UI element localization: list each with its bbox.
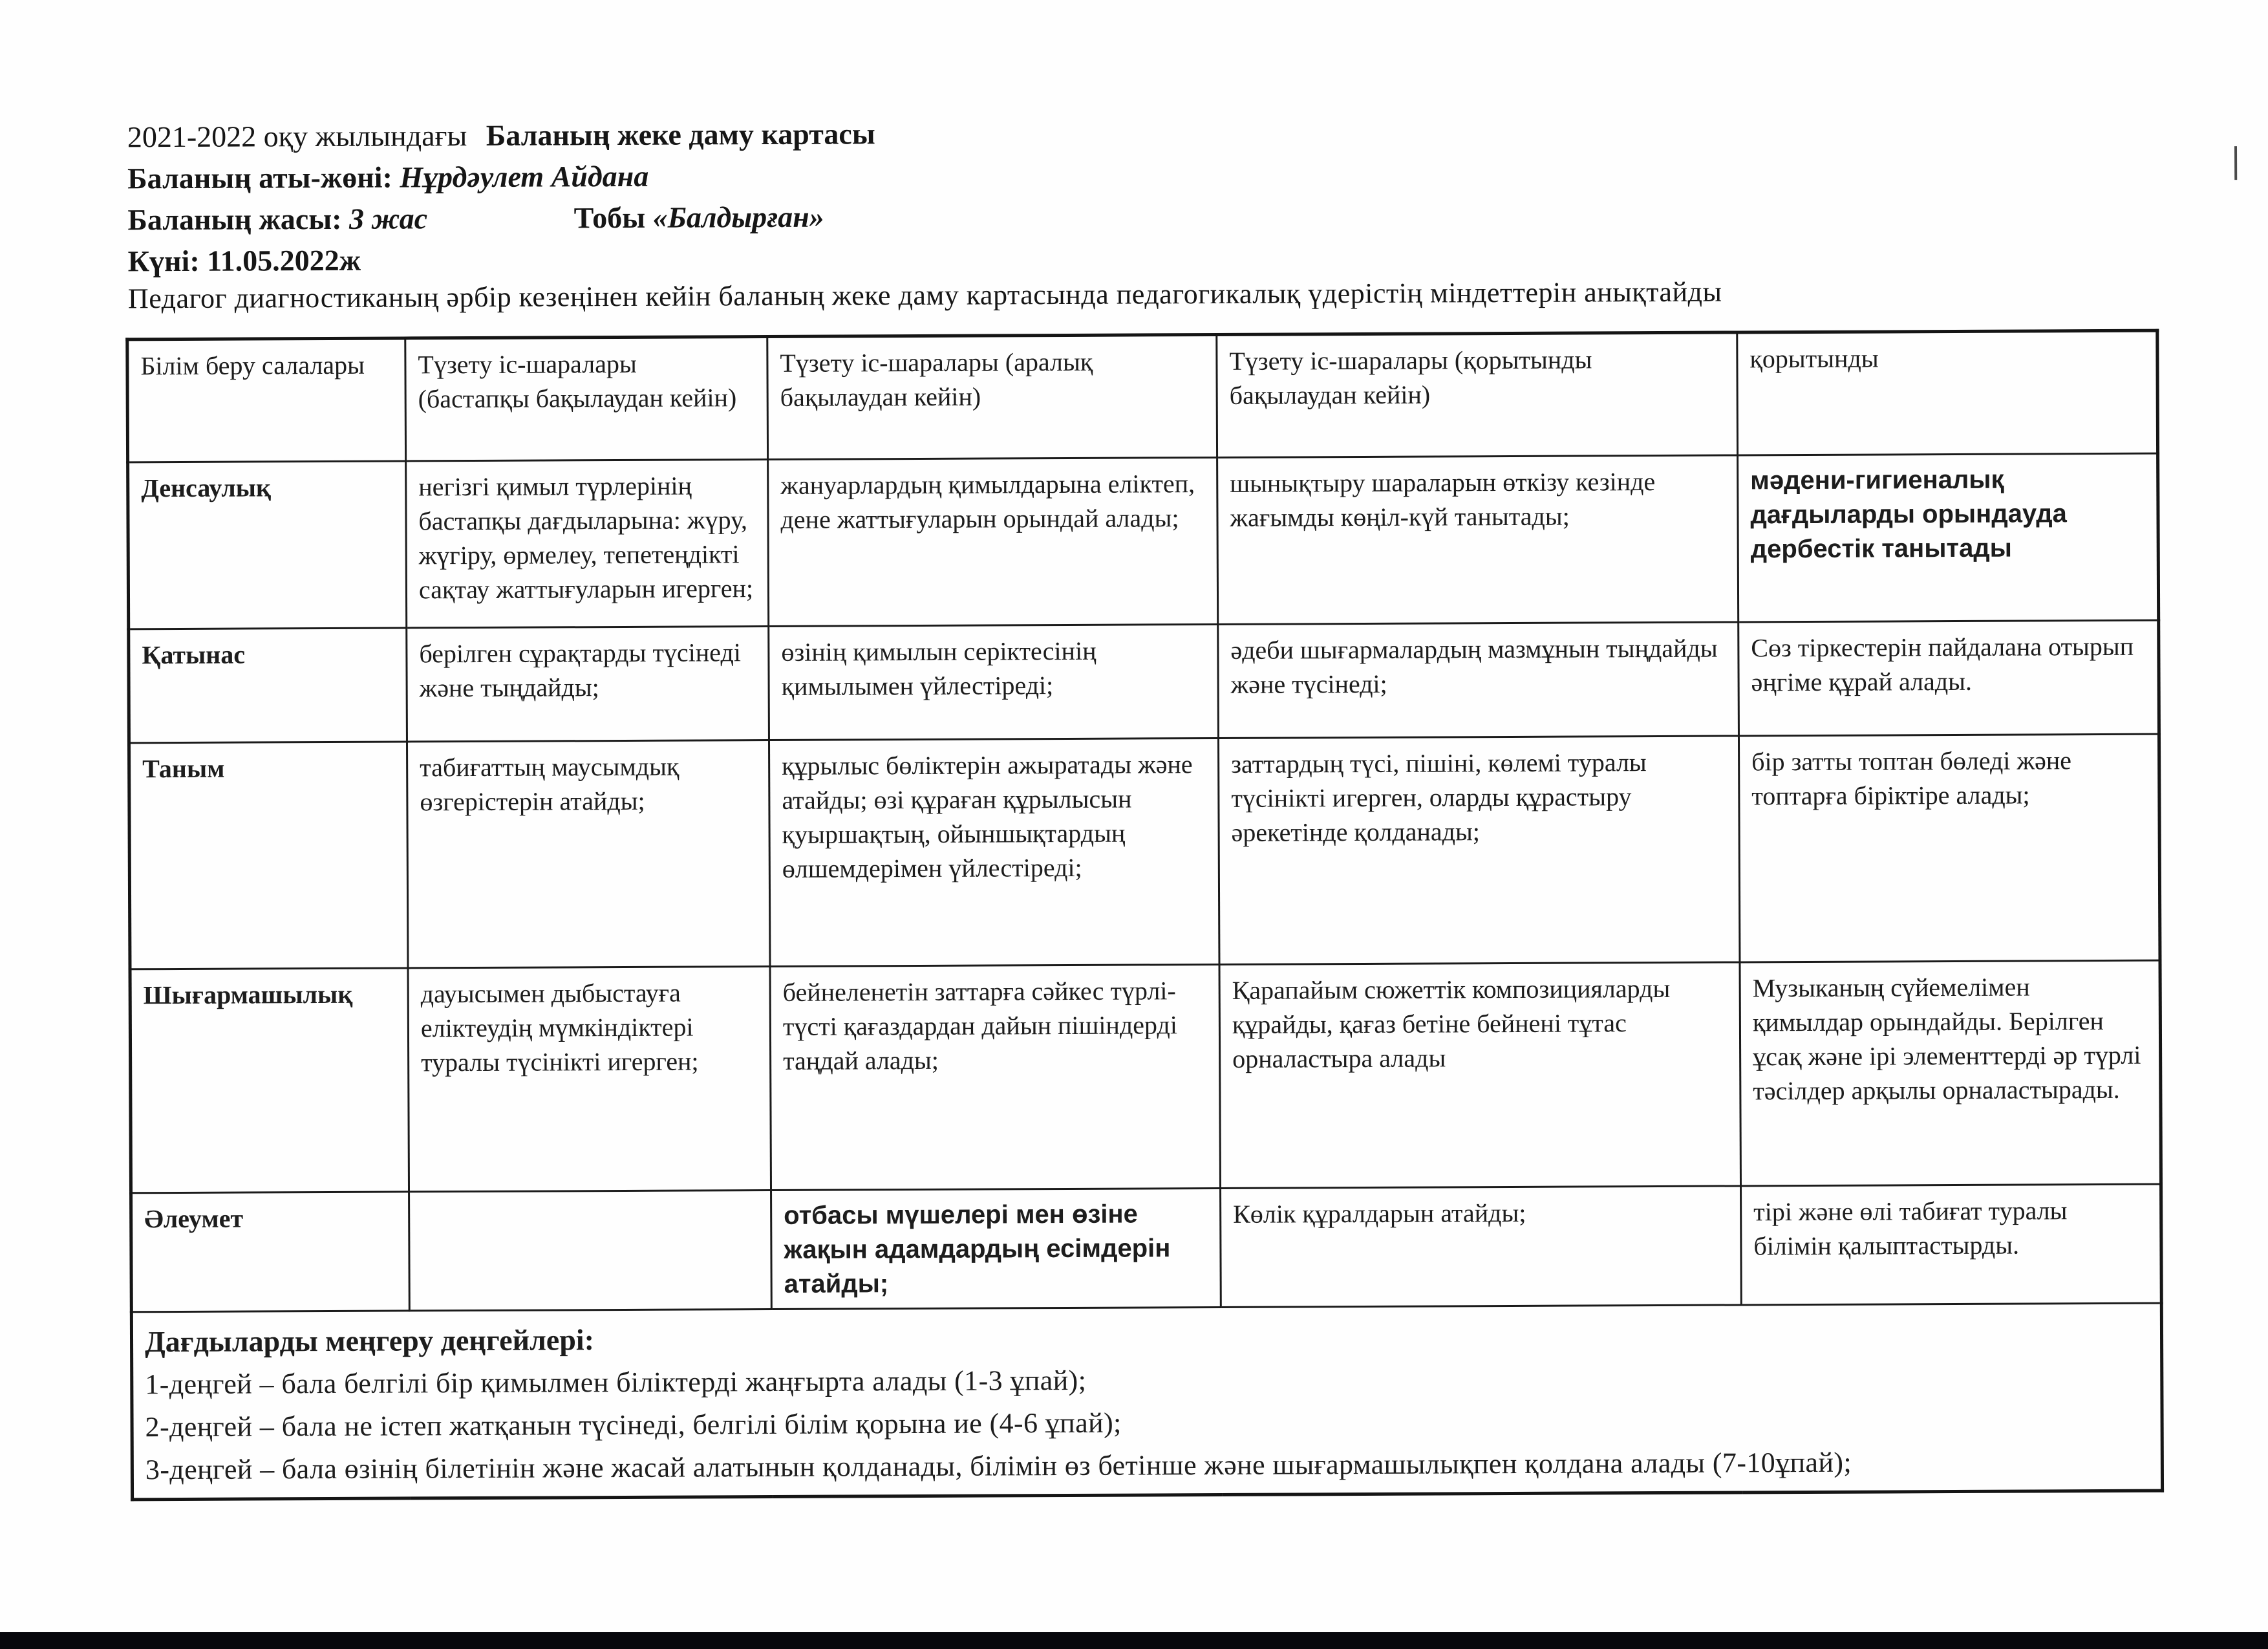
group-label: Тобы [573, 200, 646, 235]
table-row [131, 1184, 2162, 1312]
legend-level-1: 1-деңгей – бала белгілі бір қимылмен біліктерді жаңғырта алады (1-3 ұпай); [145, 1364, 1087, 1401]
table-row [128, 453, 2159, 629]
cell-cognition-interim: құрылыс бөліктерін ажыратады және атайды; өзі құраған құрылысын қуыршақтың, ойыншықтардың өлшемдерімен үйлестіреді; [769, 738, 1219, 966]
child-age-value: 3 жас [348, 202, 428, 235]
cell-cognition-final: заттардың түсі, пішіні, көлемі туралы түсінікті игерген, оларды құрастыру әрекетінде қолданады; [1218, 736, 1740, 965]
legend-row [131, 1303, 2162, 1500]
cell-health-final: шынықтыру шараларын өткізу кезінде жағымды көңіл-күй танытады; [1217, 455, 1738, 625]
cell-communication-final: әдеби шығармалардың мазмұнын тыңдайды және түсінеді; [1218, 622, 1739, 738]
legend-title: Дағдыларды меңгеру деңгейлері: [144, 1323, 595, 1359]
cell-cognition-initial: табиғаттың маусымдық өзгерістерін атайды; [407, 740, 770, 968]
header-cell-areas: Білім беру салалары [127, 338, 406, 462]
row-area-cognition: Таным [129, 742, 408, 969]
header-cell-interim: Түзету іс-шаралары (аралық бақылаудан кейін) [767, 334, 1217, 459]
scan-edge-mark [2234, 146, 2237, 180]
cell-creativity-final: Қарапайым сюжеттік композицияларды құрайды, қағаз бетіне бейнені тұтас орналастыра алады [1219, 962, 1741, 1189]
row-area-social: Әлеумет [131, 1192, 410, 1312]
child-name-label: Баланың аты-жөні: [127, 160, 392, 195]
cell-social-conclusion: тірі және өлі табиғат туралы білімін қалыптастырды. [1741, 1184, 2162, 1305]
cell-social-final: Көлік құралдарын атайды; [1221, 1186, 1742, 1308]
cell-creativity-conclusion: Музыканың сүйемелімен қимылдар орындайды. Берілген ұсақ және ірі элементтерді әр түрлі тәсілдер арқылы орналастырады. [1740, 960, 2161, 1186]
table-row [129, 620, 2159, 743]
child-age-label: Баланың жасы: [127, 202, 342, 237]
legend-level-2: 2-деңгей – бала не істеп жатқанын түсінеді, белгілі білім қорына ие (4-6 ұпай); [145, 1406, 1122, 1443]
scanner-bottom-strip [0, 1632, 2268, 1649]
cell-cognition-conclusion: бір затты топтан бөледі және топтарға біріктіре алады; [1738, 734, 2160, 962]
cell-creativity-initial: дауысымен дыбыстауға еліктеудің мүмкіндіктері туралы түсінікті игерген; [408, 967, 771, 1192]
cell-social-initial [409, 1190, 772, 1310]
legend-block [131, 1303, 2162, 1500]
date-line: Күні: 11.05.2022ж [127, 243, 361, 278]
header-cell-conclusion: қорытынды [1737, 330, 2158, 455]
development-table [125, 329, 2164, 1502]
child-name-value: Нұрдәулет Айдана [400, 159, 649, 194]
cell-communication-conclusion: Сөз тіркестерін пайдалана отырып әңгіме құрай алады. [1738, 620, 2159, 736]
row-area-creativity: Шығармашылық [130, 968, 409, 1193]
table-row [129, 734, 2159, 969]
cell-creativity-interim: бейнеленетін заттарға сәйкес түрлі-түсті қағаздардан дайын пішіндерді таңдай алады; [770, 964, 1221, 1190]
intro-line: Педагог диагностиканың әрбір кезеңінен кейін баланың жеке даму картасында педагогикалық үдерістің міндеттерін анықтайды [127, 275, 1722, 315]
cell-communication-initial: берілген сұрақтарды түсінеді және тыңдайды; [407, 627, 769, 742]
legend-level-3: 3-деңгей – бала өзінің білетінін және жасай алатынын қолданады, білімін өз бетінше және шығармашылықпен қолдана алады (7-10ұпай); [145, 1446, 1852, 1486]
group-value: «Балдырған» [652, 200, 824, 234]
cell-communication-interim: өзінің қимылын серіктесінің қимылымен үйлестіреді; [769, 624, 1219, 740]
table-row [130, 960, 2161, 1193]
row-area-health: Денсаулық [128, 461, 407, 629]
header-cell-final: Түзету іс-шаралары (қорытынды бақылаудан кейін) [1217, 332, 1738, 458]
cell-health-interim: жануарлардың қимылдарына еліктеп, дене жаттығуларын орындай алады; [768, 457, 1218, 626]
document-header [127, 108, 2158, 316]
header-cell-initial: Түзету іс-шаралары (бастапқы бақылаудан кейін) [405, 337, 768, 461]
document-title: Баланың жеке даму картасы [486, 117, 875, 152]
cell-health-conclusion: мәдени-гигиеналық дағдыларды орындауда дербестік танытады [1738, 453, 2159, 622]
school-year-text: 2021-2022 оқу жылындағы [127, 119, 467, 154]
table-header-row [127, 330, 2158, 462]
cell-health-initial: негізгі қимыл түрлерінің бастапқы дағдыларына: жүру, жүгіру, өрмелеу, тепетеңдікті сақтау жаттығуларын игерген; [406, 460, 769, 628]
cell-social-interim: отбасы мүшелері мен өзіне жақын адамдардың есімдерін атайды; [771, 1188, 1221, 1309]
row-area-communication: Қатынас [129, 628, 407, 743]
